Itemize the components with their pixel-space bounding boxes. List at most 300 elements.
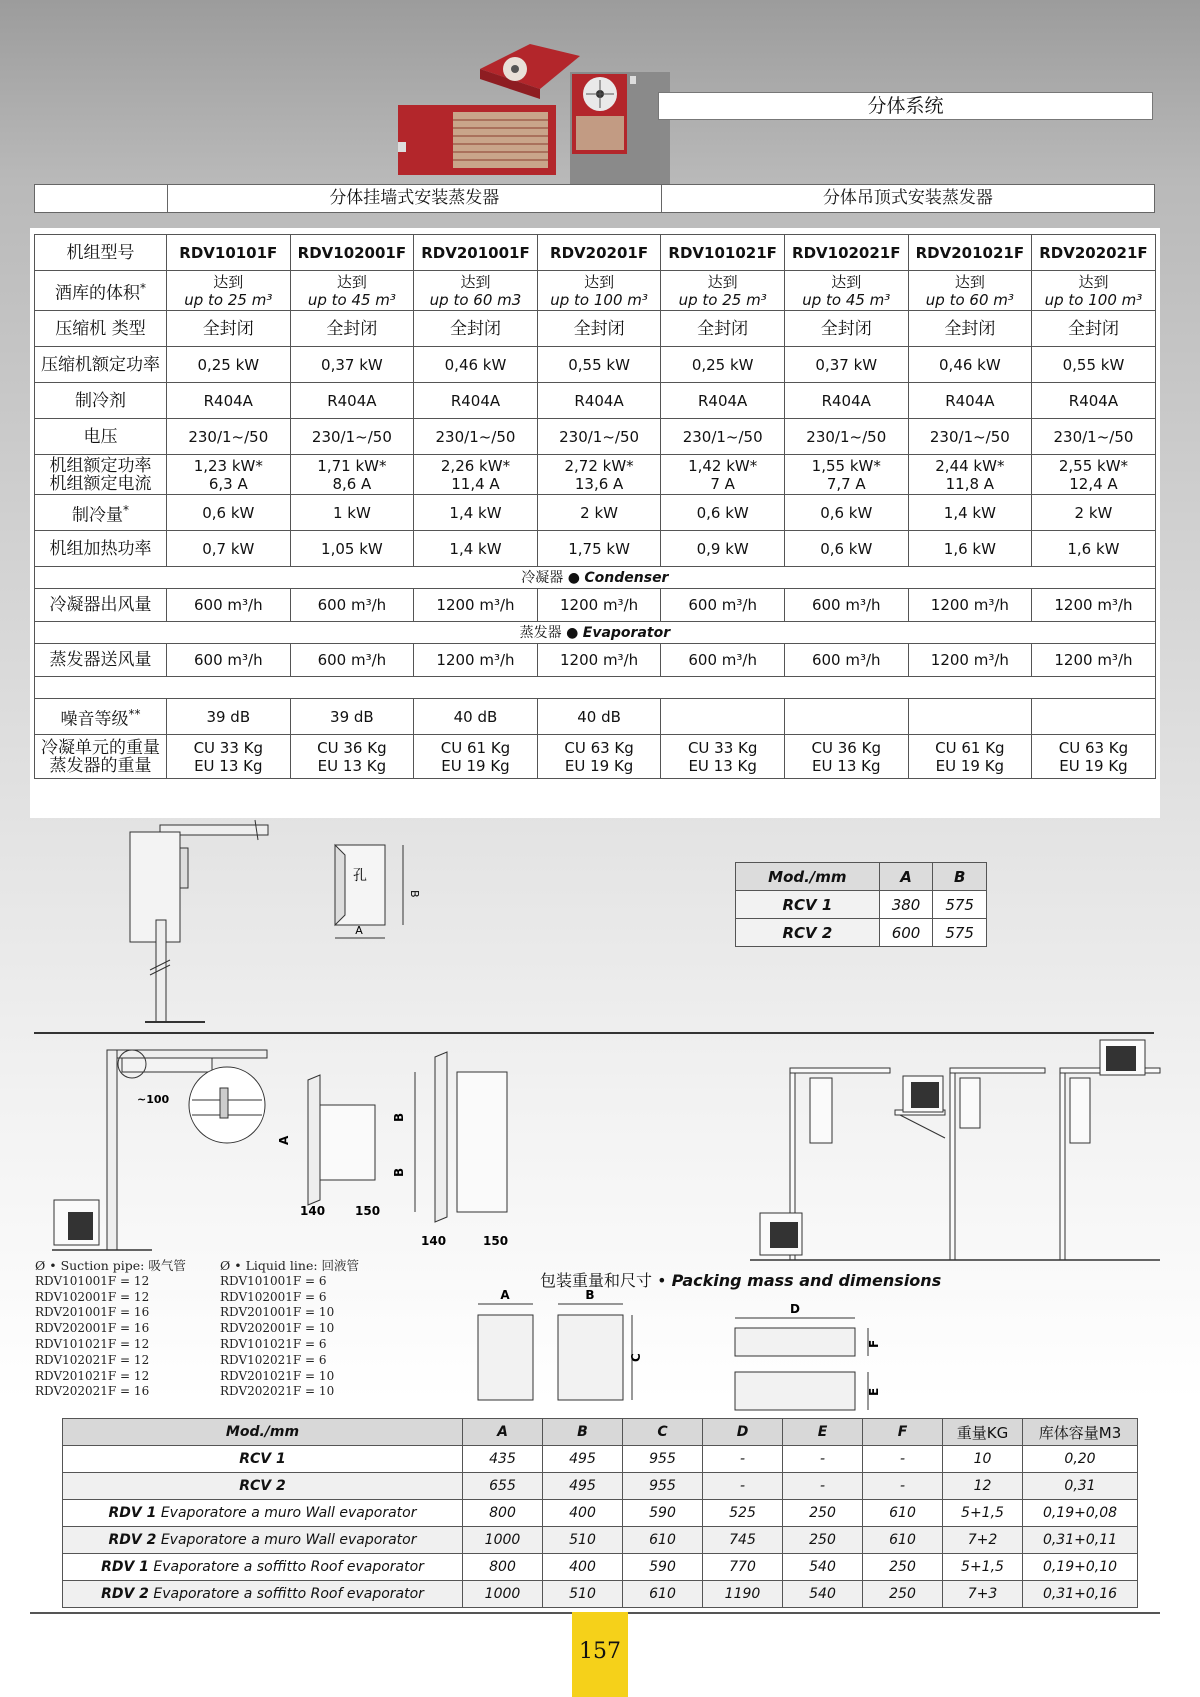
pack-dim-b: B bbox=[585, 1288, 595, 1302]
weight-cu-value: CU 63 Kg bbox=[1058, 738, 1129, 757]
weight-cu-value: CU 36 Kg bbox=[317, 738, 387, 757]
volume-top: 达到 bbox=[707, 272, 738, 291]
model-name: RDV102021F bbox=[792, 243, 901, 262]
pack-dim-f: F bbox=[867, 1339, 881, 1348]
dim-150-label-2: 150 bbox=[483, 1234, 509, 1248]
pack-row bbox=[63, 1500, 1138, 1527]
liquid-line-list bbox=[220, 1258, 359, 1400]
unit-power-row bbox=[35, 455, 1156, 495]
pack-cell: - bbox=[703, 1473, 783, 1500]
model-cell bbox=[908, 235, 1032, 271]
voltage-cell bbox=[537, 419, 661, 455]
condenser-airflow-cell bbox=[661, 589, 785, 622]
condenser-section bbox=[35, 567, 1156, 589]
pack-row bbox=[63, 1554, 1138, 1581]
voltage-value: 230/1~/50 bbox=[929, 427, 1010, 446]
cooling-value: 1,4 kW bbox=[943, 503, 996, 522]
cooling-cell bbox=[661, 495, 785, 531]
rcv-cell: 575 bbox=[933, 891, 987, 919]
compressor-power-cell bbox=[167, 347, 291, 383]
pack-header-cell: B bbox=[543, 1419, 623, 1446]
pack-header-cell: 库体容量M3 bbox=[1023, 1419, 1138, 1446]
pack-cell: 540 bbox=[783, 1581, 863, 1608]
pack-cell: 510 bbox=[543, 1527, 623, 1554]
pack-row-desc: Evaporatore a soffitto Roof evaporator bbox=[148, 1586, 424, 1602]
suction-pipe-list bbox=[35, 1258, 186, 1400]
model-name: RDV10101F bbox=[179, 243, 278, 262]
unit-current-value: 12,4 A bbox=[1069, 474, 1118, 493]
pack-cell: 610 bbox=[863, 1527, 943, 1554]
noise-value: 40 dB bbox=[453, 707, 498, 726]
evaporator-airflow-value: 1200 m³/h bbox=[1054, 651, 1133, 669]
pack-row-label bbox=[63, 1581, 463, 1608]
weight-cu-value: CU 36 Kg bbox=[811, 738, 881, 757]
condenser-airflow-cell bbox=[167, 589, 291, 622]
refrigerant-value: R404A bbox=[1068, 391, 1119, 410]
pack-cell: 525 bbox=[703, 1500, 783, 1527]
pack-cell: 0,31 bbox=[1023, 1473, 1138, 1500]
section-title: 分体系统 bbox=[658, 92, 1153, 120]
unit-power-cell bbox=[414, 455, 538, 495]
unit-power-label-text-1: 机组额定电流 bbox=[49, 473, 152, 494]
spacer-cell bbox=[35, 677, 1156, 699]
weight-cell bbox=[167, 735, 291, 779]
weight-cu-value: CU 33 Kg bbox=[193, 738, 264, 757]
condenser-airflow-value: 1200 m³/h bbox=[930, 596, 1009, 614]
pack-row bbox=[63, 1581, 1138, 1608]
wall-evaporator-product-image bbox=[398, 102, 568, 182]
condenser-airflow-value: 1200 m³/h bbox=[560, 596, 639, 614]
pack-cell: 495 bbox=[543, 1473, 623, 1500]
pack-dim-e: E bbox=[867, 1387, 881, 1396]
noise-cell bbox=[908, 699, 1032, 735]
model-name: RDV202021F bbox=[1039, 243, 1148, 262]
liquid-item: RDV202021F = 10 bbox=[220, 1384, 335, 1399]
compressor-type-cell bbox=[537, 311, 661, 347]
noise-label-text-0: 噪音等级 bbox=[60, 709, 129, 730]
weight-cu-value: CU 61 Kg bbox=[440, 738, 511, 757]
evaporator-section-en: Evaporator bbox=[582, 624, 671, 641]
compressor-power-label-text-0: 压缩机额定功率 bbox=[41, 354, 160, 375]
compressor-type-value: 全封闭 bbox=[820, 318, 872, 339]
heating-cell bbox=[537, 531, 661, 567]
pack-row-model: RDV 1 bbox=[101, 1559, 149, 1575]
evaporator-airflow-row bbox=[35, 644, 1156, 677]
unit-power-value: 1,23 kW* bbox=[193, 456, 263, 475]
refrigerant-value: R404A bbox=[574, 391, 624, 410]
voltage-cell bbox=[1032, 419, 1156, 455]
suction-item: RDV102001F = 12 bbox=[35, 1289, 150, 1304]
heating-value: 0,9 kW bbox=[696, 539, 749, 558]
compressor-type-cell bbox=[414, 311, 538, 347]
suction-item: RDV201001F = 16 bbox=[35, 1305, 150, 1320]
compressor-power-cell bbox=[414, 347, 538, 383]
pack-header-cell: C bbox=[623, 1419, 703, 1446]
compressor-type-row bbox=[35, 311, 1156, 347]
liquid-item: RDV201021F = 10 bbox=[220, 1368, 335, 1383]
compressor-power-cell bbox=[290, 347, 414, 383]
weight-cell bbox=[661, 735, 785, 779]
compressor-type-cell bbox=[908, 311, 1032, 347]
cooling-cell bbox=[537, 495, 661, 531]
unit-current-value: 6,3 A bbox=[208, 474, 248, 493]
unit-current-value: 7 A bbox=[710, 474, 735, 493]
compressor-power-label bbox=[35, 347, 167, 383]
cooling-label bbox=[35, 495, 167, 531]
rcv-cell: 575 bbox=[933, 919, 987, 947]
compressor-power-row bbox=[35, 347, 1156, 383]
pack-row-label bbox=[63, 1554, 463, 1581]
noise-cell bbox=[290, 699, 414, 735]
cooling-cell bbox=[290, 495, 414, 531]
refrigerant-value: R404A bbox=[821, 391, 871, 410]
pack-cell: 250 bbox=[783, 1500, 863, 1527]
spec-table bbox=[34, 234, 1156, 779]
unit-power-value: 2,55 kW* bbox=[1058, 456, 1129, 475]
pack-cell: 955 bbox=[623, 1446, 703, 1473]
volume-cell bbox=[537, 271, 661, 311]
pack-cell: 250 bbox=[783, 1527, 863, 1554]
compressor-power-cell bbox=[908, 347, 1032, 383]
noise-cell bbox=[414, 699, 538, 735]
compressor-power-value: 0,25 kW bbox=[197, 355, 260, 374]
weight-row bbox=[35, 735, 1156, 779]
refrigerant-cell bbox=[290, 383, 414, 419]
cooling-value: 1,4 kW bbox=[449, 503, 502, 522]
cooling-value: 2 kW bbox=[580, 503, 618, 522]
condenser-airflow-label-text-0: 冷凝器出风量 bbox=[49, 595, 152, 615]
compressor-power-cell bbox=[537, 347, 661, 383]
cooling-row bbox=[35, 495, 1156, 531]
compressor-type-cell bbox=[784, 311, 908, 347]
pack-cell: - bbox=[863, 1473, 943, 1500]
evaporator-airflow-value: 1200 m³/h bbox=[436, 651, 515, 669]
evaporator-airflow-value: 600 m³/h bbox=[317, 651, 387, 669]
volume-value: up to 100 m³ bbox=[550, 290, 648, 309]
evaporator-airflow-cell bbox=[661, 644, 785, 677]
compressor-power-value: 0,46 kW bbox=[939, 355, 1001, 374]
pack-cell: 655 bbox=[463, 1473, 543, 1500]
volume-cell bbox=[290, 271, 414, 311]
suction-item: RDV202001F = 16 bbox=[35, 1321, 150, 1336]
condenser-airflow-value: 600 m³/h bbox=[811, 596, 881, 614]
rcv-header-cell: B bbox=[933, 863, 987, 891]
unit-power-cell bbox=[908, 455, 1032, 495]
heating-value: 1,75 kW bbox=[568, 539, 630, 558]
pack-row bbox=[63, 1473, 1138, 1500]
weight-cell bbox=[908, 735, 1032, 779]
weight-cu-value: CU 33 Kg bbox=[687, 738, 758, 757]
unit-current-value: 7,7 A bbox=[826, 474, 866, 493]
compressor-power-value: 0,37 kW bbox=[321, 355, 383, 374]
pack-cell: 10 bbox=[943, 1446, 1023, 1473]
packing-section-title bbox=[540, 1268, 941, 1291]
volume-value: up to 45 m³ bbox=[802, 290, 891, 309]
pack-header-cell: E bbox=[783, 1419, 863, 1446]
pack-cell: 5+1,5 bbox=[943, 1500, 1023, 1527]
spacer-row bbox=[35, 677, 1156, 699]
refrigerant-label bbox=[35, 383, 167, 419]
heating-cell bbox=[1032, 531, 1156, 567]
pack-cell: 610 bbox=[863, 1500, 943, 1527]
cooling-cell bbox=[414, 495, 538, 531]
liquid-item: RDV102021F = 6 bbox=[220, 1352, 327, 1367]
voltage-value: 230/1~/50 bbox=[806, 427, 887, 446]
volume-top: 达到 bbox=[460, 272, 491, 291]
unit-current-value: 13,6 A bbox=[574, 474, 624, 493]
rcv-header-cell: A bbox=[879, 863, 933, 891]
condenser-airflow-cell bbox=[537, 589, 661, 622]
compressor-power-cell bbox=[784, 347, 908, 383]
volume-cell bbox=[1032, 271, 1156, 311]
volume-label-text-0: 酒库的体积 bbox=[55, 283, 140, 304]
pack-row-model: RCV 2 bbox=[239, 1478, 286, 1494]
cooling-label-text-1: * bbox=[123, 502, 129, 517]
cooling-value: 2 kW bbox=[1074, 503, 1113, 522]
voltage-value: 230/1~/50 bbox=[435, 427, 516, 446]
pack-cell: 0,20 bbox=[1023, 1446, 1138, 1473]
heating-cell bbox=[290, 531, 414, 567]
weight-cell bbox=[537, 735, 661, 779]
weight-cell bbox=[784, 735, 908, 779]
evaporator-airflow-value: 600 m³/h bbox=[811, 651, 881, 669]
cooling-cell bbox=[167, 495, 291, 531]
volume-top: 达到 bbox=[336, 272, 367, 291]
model-cell bbox=[290, 235, 414, 271]
unit-current-value: 11,8 A bbox=[945, 474, 995, 493]
compressor-type-value: 全封闭 bbox=[1067, 318, 1119, 339]
condenser-airflow-value: 600 m³/h bbox=[317, 596, 387, 614]
condenser-airflow-cell bbox=[290, 589, 414, 622]
weight-eu-value: EU 13 Kg bbox=[194, 756, 263, 775]
evaporator-airflow-cell bbox=[908, 644, 1032, 677]
pack-header-cell: F bbox=[863, 1419, 943, 1446]
compressor-type-cell bbox=[290, 311, 414, 347]
suction-pipe-title: Ø • Suction pipe: 吸气管 bbox=[35, 1258, 186, 1273]
dim-a-label-2: A bbox=[277, 1135, 291, 1145]
evaporator-airflow-label bbox=[35, 644, 167, 677]
unit-power-value: 1,55 kW* bbox=[811, 456, 881, 475]
condenser-airflow-value: 1200 m³/h bbox=[436, 596, 515, 614]
pack-cell: 7+3 bbox=[943, 1581, 1023, 1608]
compressor-power-value: 0,55 kW bbox=[568, 355, 630, 374]
pack-cell: 610 bbox=[623, 1581, 703, 1608]
spec-table-panel bbox=[30, 228, 1160, 818]
condenser-airflow-cell bbox=[1032, 589, 1156, 622]
unit-power-value: 2,72 kW* bbox=[564, 456, 634, 475]
noise-cell bbox=[167, 699, 291, 735]
model-cell bbox=[661, 235, 785, 271]
pack-cell: 590 bbox=[623, 1554, 703, 1581]
pack-dim-d: D bbox=[790, 1302, 800, 1316]
weight-eu-value: EU 19 Kg bbox=[935, 756, 1005, 775]
model-label bbox=[35, 235, 167, 271]
weight-eu-value: EU 19 Kg bbox=[441, 756, 510, 775]
pack-row-label bbox=[63, 1473, 463, 1500]
column-group-header bbox=[34, 184, 1155, 213]
evaporator-airflow-cell bbox=[167, 644, 291, 677]
refrigerant-value: R404A bbox=[327, 391, 377, 410]
voltage-cell bbox=[290, 419, 414, 455]
unit-power-label bbox=[35, 455, 167, 495]
heating-label-text-0: 机组加热功率 bbox=[49, 538, 152, 559]
voltage-label-text-0: 电压 bbox=[83, 426, 118, 447]
page-number: 157 bbox=[572, 1612, 628, 1697]
pack-row bbox=[63, 1527, 1138, 1554]
suction-item: RDV202021F = 16 bbox=[35, 1384, 150, 1399]
condenser-section-cn: 冷凝器 bbox=[521, 569, 564, 586]
dim-a-label: A bbox=[355, 924, 363, 937]
volume-cell bbox=[784, 271, 908, 311]
heating-cell bbox=[661, 531, 785, 567]
roof-evaporator-dimension-drawing-small bbox=[277, 1075, 390, 1220]
unit-power-cell bbox=[537, 455, 661, 495]
condenser-airflow-cell bbox=[414, 589, 538, 622]
unit-power-value: 1,42 kW* bbox=[688, 456, 758, 475]
weight-cell bbox=[290, 735, 414, 779]
packing-table bbox=[62, 1418, 1138, 1608]
evaporator-airflow-cell bbox=[537, 644, 661, 677]
pack-cell: 0,31+0,16 bbox=[1023, 1581, 1138, 1608]
header-wall-evaporator: 分体挂墙式安装蒸发器 bbox=[167, 185, 661, 212]
condenser-airflow-value: 600 m³/h bbox=[688, 596, 757, 614]
voltage-value: 230/1~/50 bbox=[1053, 427, 1134, 446]
liquid-item: RDV102001F = 6 bbox=[220, 1289, 327, 1304]
liquid-item: RDV201001F = 10 bbox=[220, 1305, 335, 1320]
refrigerant-row bbox=[35, 383, 1156, 419]
condenser-airflow-row bbox=[35, 589, 1156, 622]
pack-dim-a: A bbox=[500, 1288, 510, 1302]
rcv-dimensions-table bbox=[735, 862, 987, 947]
unit-current-value: 8,6 A bbox=[332, 474, 372, 493]
wall-installation-drawing bbox=[125, 820, 275, 1025]
heating-value: 0,6 kW bbox=[820, 539, 873, 558]
model-label-text-0: 机组型号 bbox=[66, 242, 135, 263]
compressor-type-label bbox=[35, 311, 167, 347]
suction-item: RDV101001F = 12 bbox=[35, 1273, 150, 1288]
pack-header-cell: 重量KG bbox=[943, 1419, 1023, 1446]
model-cell bbox=[167, 235, 291, 271]
refrigerant-cell bbox=[908, 383, 1032, 419]
noise-label bbox=[35, 699, 167, 735]
liquid-item: RDV101021F = 6 bbox=[220, 1336, 327, 1351]
unit-power-cell bbox=[784, 455, 908, 495]
volume-top: 达到 bbox=[213, 272, 244, 291]
condenser-airflow-cell bbox=[784, 589, 908, 622]
noise-label-text-1: ** bbox=[128, 706, 141, 721]
cooling-label-text-0: 制冷量 bbox=[72, 505, 123, 526]
dim-b-label-2: B bbox=[392, 1112, 406, 1122]
heating-label bbox=[35, 531, 167, 567]
cooling-value: 1 kW bbox=[332, 503, 371, 522]
pack-row-label bbox=[63, 1446, 463, 1473]
pack-cell: 955 bbox=[623, 1473, 703, 1500]
voltage-value: 230/1~/50 bbox=[311, 427, 392, 446]
pack-row-desc: Evaporatore a muro Wall evaporator bbox=[156, 1505, 417, 1521]
compressor-type-value: 全封闭 bbox=[697, 318, 749, 339]
unit-current-value: 11,4 A bbox=[451, 474, 500, 493]
cooling-value: 0,6 kW bbox=[696, 503, 749, 522]
volume-cell bbox=[661, 271, 785, 311]
pack-header-cell: A bbox=[463, 1419, 543, 1446]
model-name: RDV201001F bbox=[421, 243, 530, 262]
pack-cell: 800 bbox=[463, 1554, 543, 1581]
roof-installation-drawing bbox=[52, 1040, 267, 1255]
refrigerant-value: R404A bbox=[698, 391, 748, 410]
compressor-type-cell bbox=[1032, 311, 1156, 347]
volume-top: 达到 bbox=[1078, 272, 1109, 291]
unit-power-value: 1,71 kW* bbox=[317, 456, 387, 475]
pack-cell: 745 bbox=[703, 1527, 783, 1554]
rcv-cell: 600 bbox=[879, 919, 933, 947]
refrigerant-cell bbox=[167, 383, 291, 419]
refrigerant-label-text-0: 制冷剂 bbox=[75, 390, 126, 411]
unit-power-value: 2,26 kW* bbox=[440, 456, 511, 475]
pack-row-label bbox=[63, 1500, 463, 1527]
model-cell bbox=[414, 235, 538, 271]
weight-label-text-1: 蒸发器的重量 bbox=[49, 755, 152, 776]
compressor-power-value: 0,25 kW bbox=[691, 355, 754, 374]
noise-value: 40 dB bbox=[577, 707, 621, 726]
dim-100-label: ~100 bbox=[137, 1093, 170, 1106]
compressor-type-value: 全封闭 bbox=[573, 318, 625, 339]
rcv-cell: 380 bbox=[879, 891, 933, 919]
heating-row bbox=[35, 531, 1156, 567]
volume-row bbox=[35, 271, 1156, 311]
pack-header-cell: Mod./mm bbox=[63, 1419, 463, 1446]
voltage-cell bbox=[784, 419, 908, 455]
heating-value: 0,7 kW bbox=[202, 539, 255, 558]
heating-value: 1,6 kW bbox=[1067, 539, 1120, 558]
voltage-value: 230/1~/50 bbox=[188, 427, 269, 446]
weight-cu-value: CU 61 Kg bbox=[935, 738, 1005, 757]
evaporator-airflow-label-text-0: 蒸发器送风量 bbox=[49, 650, 152, 670]
pack-cell: 495 bbox=[543, 1446, 623, 1473]
hole-label: 孔 bbox=[353, 868, 367, 884]
compressor-power-cell bbox=[1032, 347, 1156, 383]
dim-b-label-3: B bbox=[392, 1167, 406, 1177]
header-blank-cell bbox=[35, 185, 167, 212]
refrigerant-value: R404A bbox=[450, 391, 501, 410]
model-name: RDV201021F bbox=[915, 243, 1025, 262]
pack-row-model: RDV 1 bbox=[108, 1505, 157, 1521]
suction-item: RDV201021F = 12 bbox=[35, 1368, 150, 1383]
pack-row-model: RDV 2 bbox=[101, 1586, 149, 1602]
suction-item: RDV101021F = 12 bbox=[35, 1336, 150, 1351]
refrigerant-cell bbox=[661, 383, 785, 419]
pack-cell: 435 bbox=[463, 1446, 543, 1473]
roof-evaporator-dimension-drawing-large bbox=[392, 1052, 515, 1252]
volume-value: up to 45 m³ bbox=[307, 290, 396, 309]
pack-row-label bbox=[63, 1527, 463, 1554]
volume-label bbox=[35, 271, 167, 311]
pack-cell: 0,19+0,10 bbox=[1023, 1554, 1138, 1581]
weight-cu-value: CU 63 Kg bbox=[564, 738, 634, 757]
volume-value: up to 25 m³ bbox=[184, 290, 273, 309]
cooling-cell bbox=[1032, 495, 1156, 531]
liquid-item: RDV202001F = 10 bbox=[220, 1321, 335, 1336]
pack-cell: 400 bbox=[543, 1554, 623, 1581]
evaporator-airflow-cell bbox=[784, 644, 908, 677]
liquid-item: RDV101001F = 6 bbox=[220, 1273, 327, 1288]
weight-eu-value: EU 13 Kg bbox=[688, 756, 757, 775]
rcv-cell: RCV 2 bbox=[736, 919, 880, 947]
volume-value: up to 60 m³ bbox=[925, 290, 1014, 309]
volume-top: 达到 bbox=[954, 272, 985, 291]
heating-cell bbox=[784, 531, 908, 567]
rcv-header-row bbox=[736, 863, 987, 891]
compressor-type-value: 全封闭 bbox=[202, 318, 254, 339]
